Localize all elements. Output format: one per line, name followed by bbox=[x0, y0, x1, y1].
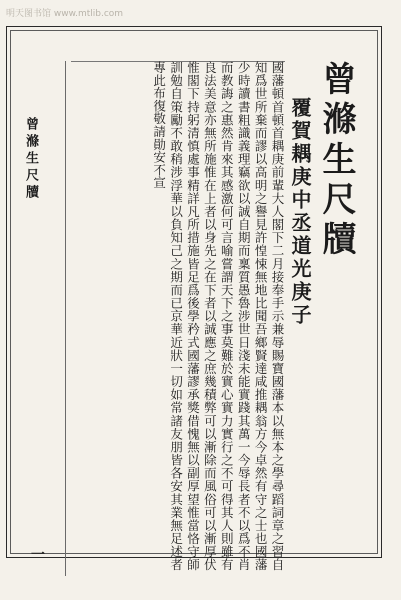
page-frame bbox=[6, 26, 382, 571]
page-title: 曾滌生尺牘 bbox=[316, 61, 356, 261]
watermark-text: 明天图书馆 www.mtlib.com bbox=[6, 9, 124, 19]
letter-body-text: 國藩頓首頓首耦庚前輩大人閣下二月接奉手示兼辱賜寶國藩本以無本之學尋蹈詞章之習自知爲世所棄而謬以高明之譽見許惶悚無地比聞吾鄉賢達咸推耦翁方今卓然有守之士也國藩少時讀書粗識義理竊欲以誠自期而稟質愚魯涉世日淺未能實踐其萬一今辱長者不以爲不肖而教誨之惠然肯來其感激何可言喻嘗謂天下之事莫難於實心實力實行之不可得其人則雖有良法美意亦無所施惟在上者以身先之在下者以誠應之庶幾積弊可以漸除而風俗可以漸厚伏惟閣下持躬清慎處事精詳凡所措施皆足爲後學矜式國藩謬承獎借愧無以副厚望惟當恪守師訓勉自策勵不敢稍涉浮華以負知己之期而已京華近狀一切如常諸友朋皆各安其業無足述者專此布復敬請勛安不宣 bbox=[151, 61, 285, 571]
margin-book-title: 曾滌生尺牘 bbox=[23, 117, 38, 202]
letter-heading: 覆賀耦庚中丞道光庚子 bbox=[288, 97, 312, 327]
page-number: 一 bbox=[29, 547, 45, 562]
